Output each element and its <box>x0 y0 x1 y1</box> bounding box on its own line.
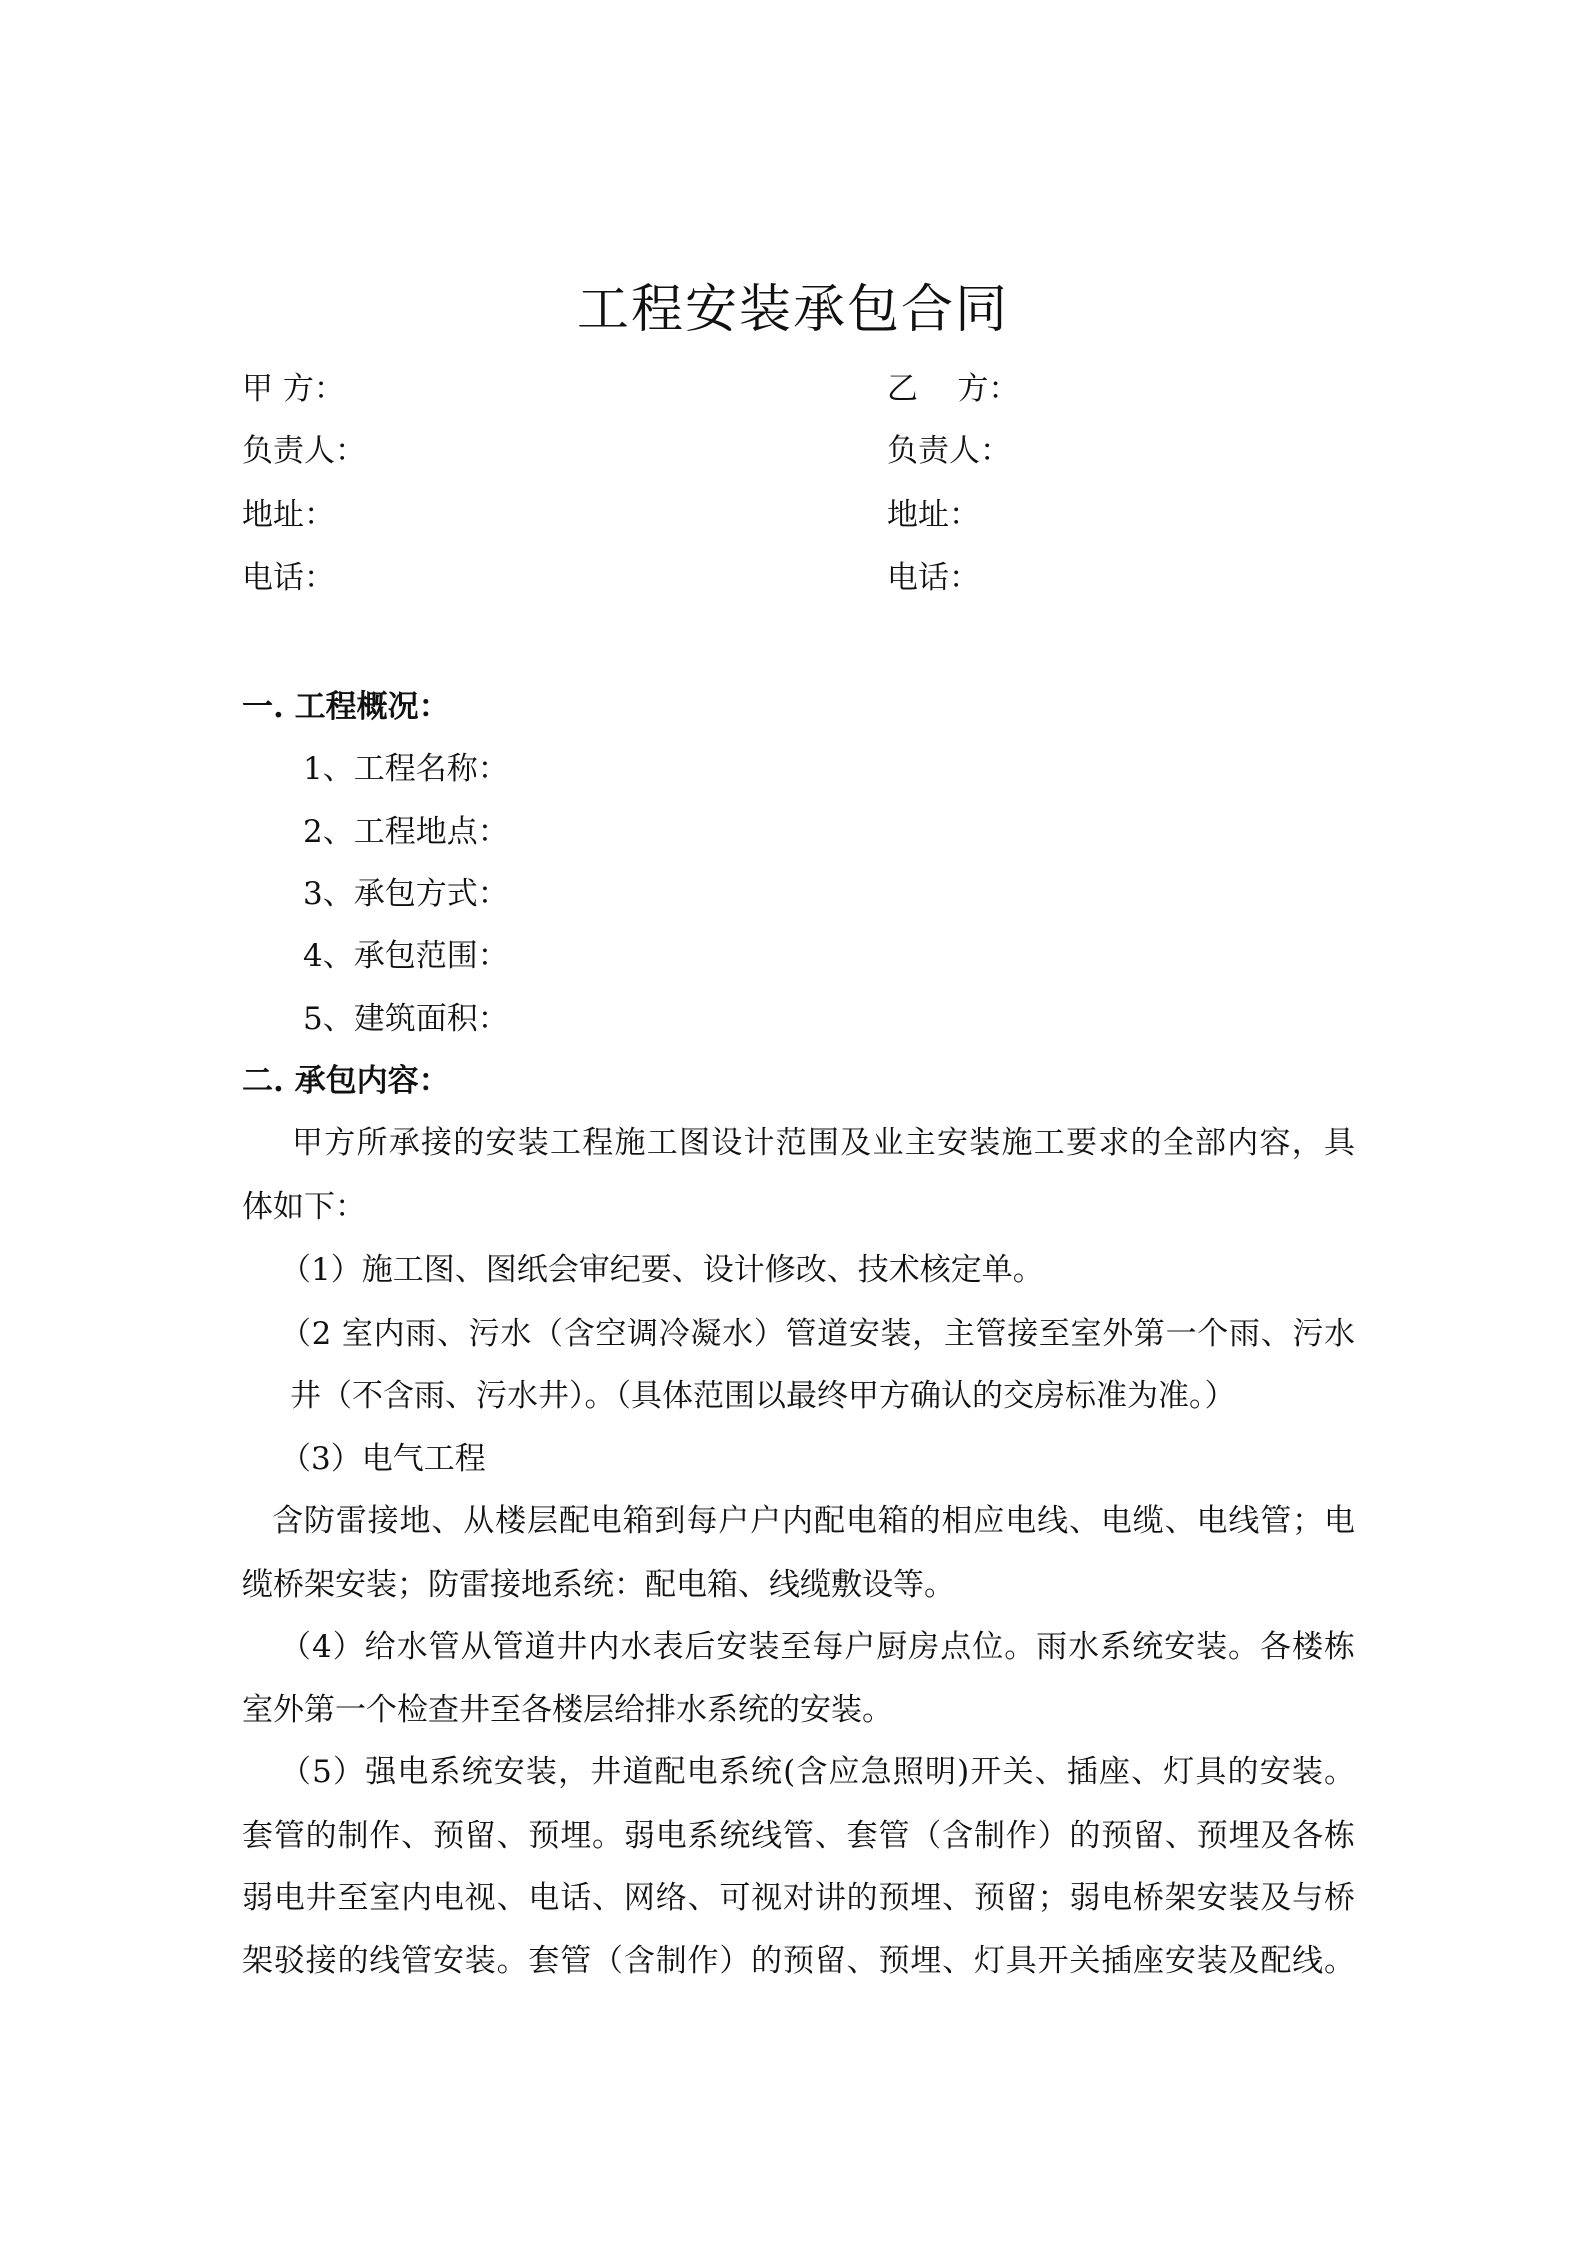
paragraph-line: （5）强电系统安装，井道配电系统(含应急照明)开关、插座、灯具的安装。 <box>280 1754 1355 1790</box>
section1-item: 3、承包方式： <box>303 876 509 912</box>
section2-heading: 二. 承包内容： <box>242 1063 450 1099</box>
paragraph-line: 井（不含雨、污水井）。（具体范围以最终甲方确认的交房标准为准。） <box>290 1378 1236 1414</box>
party-b-phone: 电话： <box>887 560 980 596</box>
section1-item: 4、承包范围： <box>303 938 509 974</box>
paragraph-line: （2 室内雨、污水（含空调冷凝水）管道安装，主管接至室外第一个雨、污水 <box>280 1316 1355 1352</box>
paragraph-line: 室外第一个检查井至各楼层给排水系统的安装。 <box>242 1692 893 1728</box>
paragraph-line: （3）电气工程 <box>280 1441 486 1477</box>
party-a-name: 甲 方： <box>242 371 345 407</box>
paragraph-line: （4）给水管从管道井内水表后安装至每户厨房点位。雨水系统安装。各楼栋 <box>280 1629 1355 1665</box>
section1-item: 2、工程地点： <box>303 814 509 850</box>
party-b-person: 负责人： <box>887 433 1011 469</box>
paragraph-line: 套管的制作、预留、预埋。弱电系统线管、套管（含制作）的预留、预埋及各栋 <box>242 1818 1355 1854</box>
party-b-address: 地址： <box>887 497 980 533</box>
party-b-name: 乙 方： <box>887 371 1020 407</box>
paragraph-line: 体如下： <box>242 1189 366 1225</box>
paragraph-line: 架驳接的线管安装。套管（含制作）的预留、预埋、灯具开关插座安装及配线。 <box>242 1943 1355 1979</box>
section1-heading: 一. 工程概况： <box>242 689 450 725</box>
party-a-phone: 电话： <box>242 560 335 596</box>
paragraph-line: 弱电井至室内电视、电话、网络、可视对讲的预埋、预留；弱电桥架安装及与桥 <box>242 1880 1355 1916</box>
paragraph-line: （1）施工图、图纸会审纪要、设计修改、技术核定单。 <box>280 1252 1044 1288</box>
paragraph-line: 含防雷接地、从楼层配电箱到每户户内配电箱的相应电线、电缆、电线管；电 <box>272 1503 1355 1539</box>
party-a-address: 地址： <box>242 497 335 533</box>
section1-item: 1、工程名称： <box>303 751 509 787</box>
party-a-person: 负责人： <box>242 433 366 469</box>
document-title: 工程安装承包合同 <box>576 280 1009 340</box>
paragraph-line: 缆桥架安装；防雷接地系统：配电箱、线缆敷设等。 <box>242 1567 955 1603</box>
paragraph-line: 甲方所承接的安装工程施工图设计范围及业主安装施工要求的全部内容，具 <box>292 1125 1355 1161</box>
section1-item: 5、建筑面积： <box>303 1001 509 1037</box>
